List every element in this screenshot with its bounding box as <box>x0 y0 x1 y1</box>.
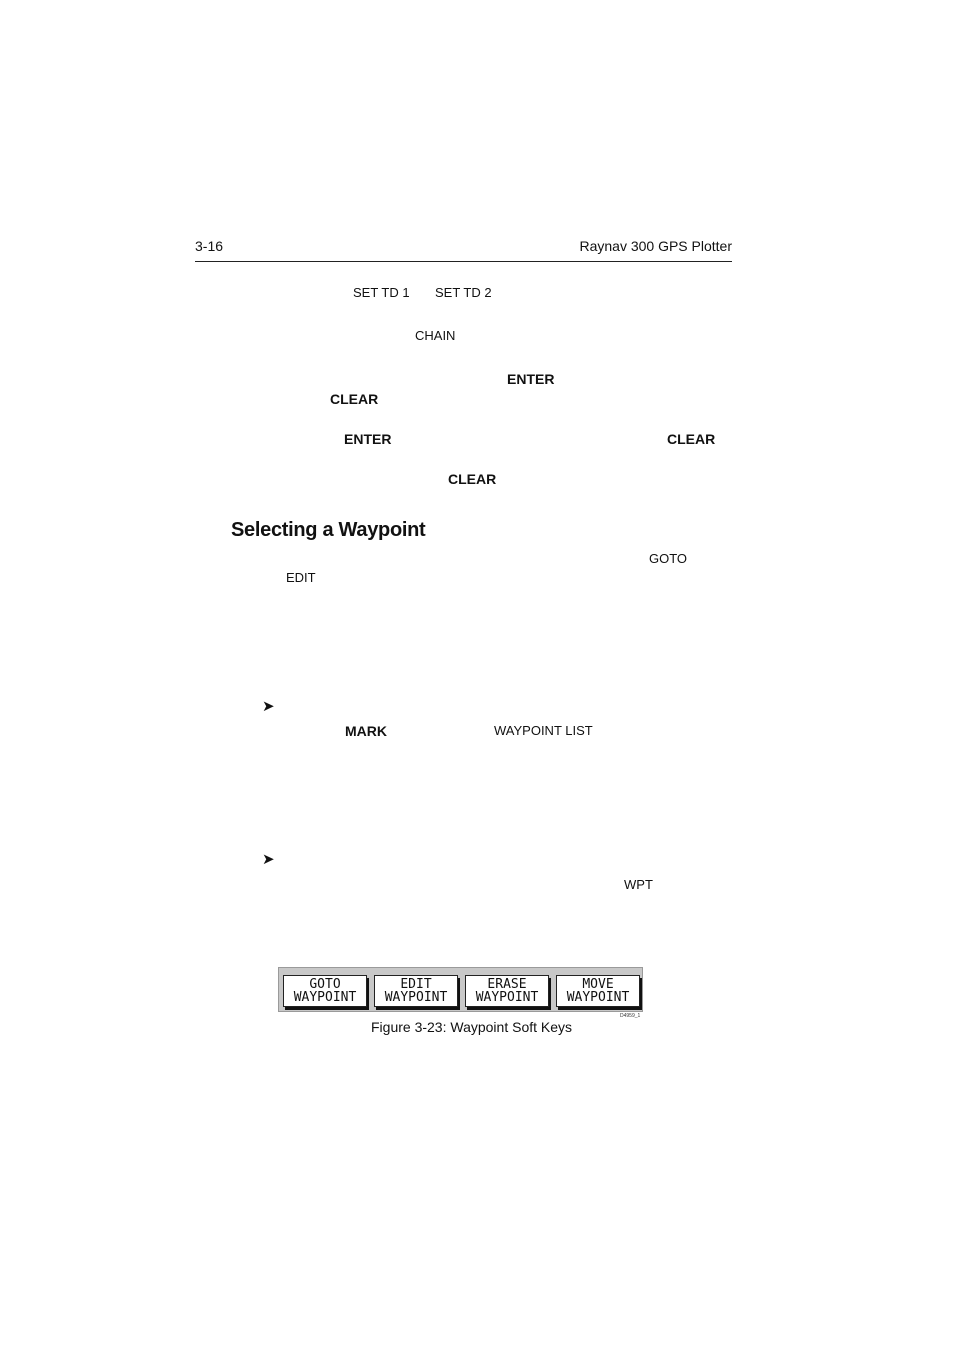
header-rule <box>195 261 732 262</box>
clear-key-label: CLEAR <box>330 391 379 407</box>
erase-waypoint-soft-key[interactable] <box>465 975 549 1007</box>
soft-key-bar <box>278 967 643 1012</box>
set-td1-label: SET TD 1 <box>353 285 410 300</box>
goto-label: GOTO <box>649 551 688 566</box>
soft-key-line2: WAYPOINT <box>384 990 448 1005</box>
move-waypoint-soft-key[interactable] <box>556 975 640 1007</box>
clear-key-label: CLEAR <box>667 431 716 447</box>
section-heading: Selecting a Waypoint <box>231 519 426 541</box>
set-td2-label: SET TD 2 <box>435 285 492 300</box>
soft-key-line1: EDIT <box>400 977 432 992</box>
chain-label: CHAIN <box>415 328 456 343</box>
soft-key-line1: MOVE <box>582 977 614 992</box>
page-number: 3-16 <box>195 238 224 254</box>
goto-waypoint-soft-key[interactable] <box>283 975 367 1007</box>
arrow-bullet-icon: ➤ <box>262 851 275 868</box>
enter-key-label: ENTER <box>344 431 392 447</box>
running-title: Raynav 300 GPS Plotter <box>579 238 732 254</box>
edit-waypoint-soft-key[interactable] <box>374 975 458 1007</box>
waypoint-list-label: WAYPOINT LIST <box>494 723 593 738</box>
soft-key-line2: WAYPOINT <box>293 990 357 1005</box>
enter-key-label: ENTER <box>507 371 555 387</box>
soft-key-line1: GOTO <box>309 977 341 992</box>
mark-key-label: MARK <box>345 723 387 739</box>
figure-code: D4959_1 <box>620 1013 641 1019</box>
soft-key-line2: WAYPOINT <box>475 990 539 1005</box>
clear-key-label: CLEAR <box>448 471 497 487</box>
wpt-label: WPT <box>624 877 653 892</box>
figure-caption: Figure 3-23: Waypoint Soft Keys <box>371 1019 573 1035</box>
edit-label: EDIT <box>286 570 316 585</box>
soft-key-line1: ERASE <box>487 977 527 992</box>
soft-key-line2: WAYPOINT <box>566 990 630 1005</box>
arrow-bullet-icon: ➤ <box>262 698 275 715</box>
